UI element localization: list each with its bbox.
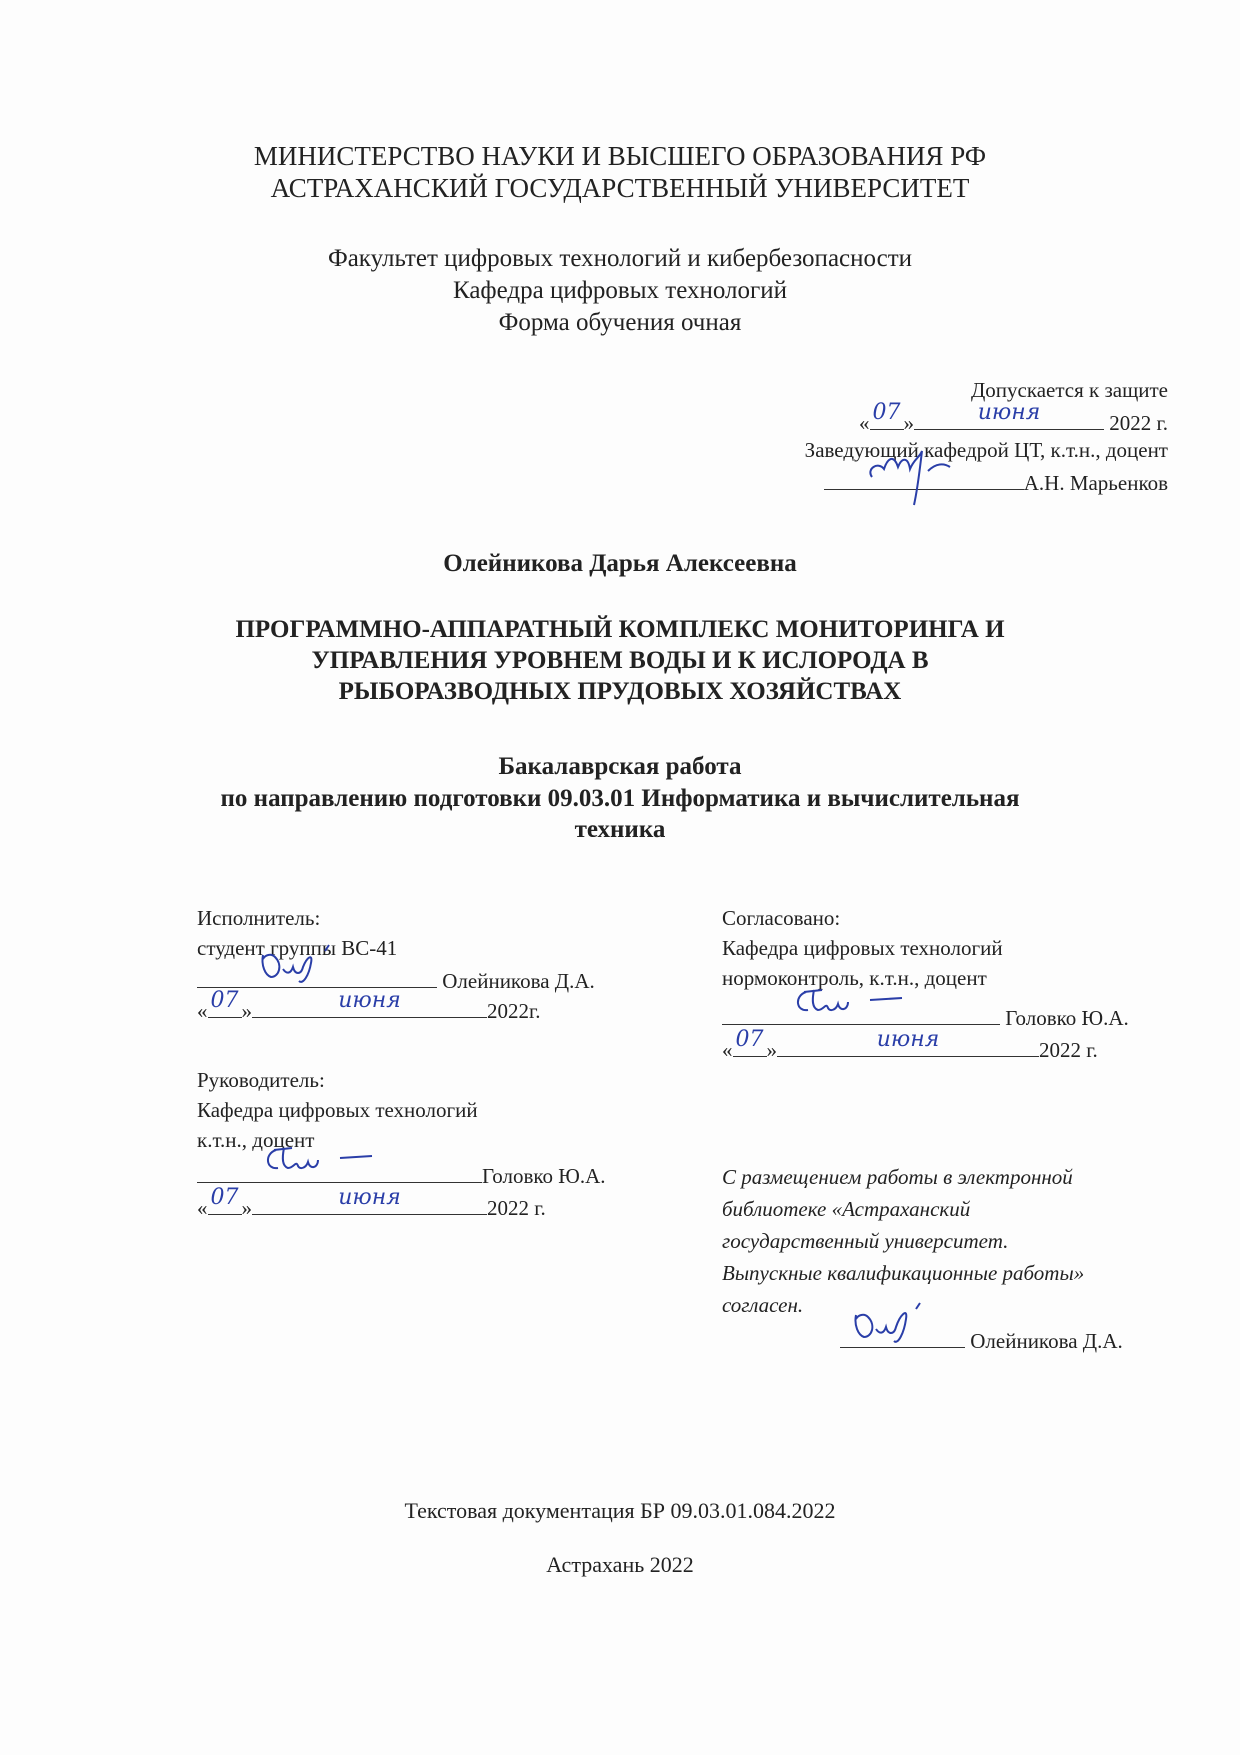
signature-scribble-icon	[864, 447, 1064, 507]
quote-open: «	[722, 1038, 733, 1062]
supervisor-signature	[197, 1158, 482, 1183]
agreed-department: Кафедра цифровых технологий	[722, 936, 1003, 960]
admission-year: 2022 г.	[1109, 411, 1168, 435]
signature-scribble-icon	[850, 1301, 975, 1351]
agreed-heading: Согласовано:	[722, 906, 841, 930]
consent-line-4: Выпускные квалификационные работы»	[722, 1261, 1085, 1285]
department-name: Кафедра цифровых технологий	[452, 277, 787, 304]
author-full-name: Олейникова Дарья Алексеевна	[443, 550, 797, 577]
consent-line-1: С размещением работы в электронной	[722, 1165, 1073, 1189]
thesis-direction-line-1: по направлению подготовки 09.03.01 Информатика и вычислительная	[220, 785, 1020, 812]
head-title: Заведующий кафедрой ЦТ, к.т.н., доцент	[804, 438, 1168, 462]
signature-scribble-icon	[792, 986, 1070, 1026]
quote-close: »	[241, 1196, 252, 1220]
executor-day-handwritten: 07	[210, 988, 239, 1013]
thesis-direction-line-2: техника	[574, 816, 666, 843]
consent-line-3: государственный университет.	[722, 1229, 1009, 1253]
executor-date	[197, 988, 541, 1026]
thesis-title-line-2: УПРАВЛЕНИЯ УРОВНЕМ ВОДЫ И К ИСЛОРОДА В	[311, 647, 929, 674]
consent-line-2: библиотеке «Астраханский	[722, 1197, 971, 1221]
quote-close: »	[766, 1038, 777, 1062]
agreed-year: 2022 г.	[1039, 1038, 1098, 1062]
agreed-date	[722, 1027, 1098, 1065]
admission-date	[859, 400, 1168, 438]
head-signature	[824, 465, 1024, 490]
head-name: А.Н. Марьенков	[1023, 471, 1168, 495]
consent-signature-line	[840, 1323, 1123, 1356]
agreed-day-handwritten: 07	[735, 1027, 764, 1052]
admission-month-handwritten: июня	[977, 400, 1041, 425]
university-name: АСТРАХАНСКИЙ ГОСУДАРСТВЕННЫЙ УНИВЕРСИТЕТ	[270, 173, 970, 203]
faculty-name: Факультет цифровых технологий и кибербезопасности	[327, 245, 913, 272]
thesis-title-line-1: ПРОГРАММНО-АППАРАТНЫЙ КОМПЛЕКС МОНИТОРИНГА И	[235, 616, 1005, 643]
agreed-name: Головко Ю.А.	[1005, 1006, 1129, 1030]
agreed-signature	[722, 1000, 1000, 1025]
thesis-type: Бакалаврская работа	[498, 753, 742, 780]
executor-heading: Исполнитель:	[197, 906, 321, 930]
quote-open: «	[859, 411, 870, 435]
executor-role: студент группы ВС-41	[197, 936, 398, 960]
executor-year: 2022г.	[487, 999, 541, 1023]
document-code: Текстовая документация БР 09.03.01.084.2022	[404, 1498, 836, 1523]
admission-day-handwritten: 07	[872, 400, 901, 425]
supervisor-role: к.т.н., доцент	[197, 1128, 315, 1152]
supervisor-date	[197, 1185, 546, 1223]
supervisor-month-handwritten: июня	[338, 1185, 401, 1210]
study-form: Форма обучения очная	[498, 309, 742, 336]
consent-name: Олейникова Д.А.	[970, 1329, 1123, 1353]
agreed-month-handwritten: июня	[876, 1027, 940, 1052]
quote-close: »	[241, 999, 252, 1023]
admission-label: Допускается к защите	[970, 378, 1168, 402]
quote-open: «	[197, 999, 208, 1023]
signature-scribble-icon	[262, 1144, 547, 1184]
quote-open: «	[197, 1196, 208, 1220]
consent-line-5: согласен.	[722, 1293, 804, 1317]
quote-close: »	[903, 411, 914, 435]
city-year: Астрахань 2022	[546, 1552, 694, 1577]
consent-signature	[840, 1323, 965, 1348]
ministry-name: МИНИСТЕРСТВО НАУКИ И ВЫСШЕГО ОБРАЗОВАНИЯ РФ	[253, 141, 987, 171]
thesis-title-line-3: РЫБОРАЗВОДНЫХ ПРУДОВЫХ ХОЗЯЙСТВАХ	[338, 678, 902, 705]
supervisor-name: Головко Ю.А.	[482, 1164, 606, 1188]
executor-signature	[197, 963, 437, 988]
supervisor-department: Кафедра цифровых технологий	[197, 1098, 478, 1122]
head-signature-line	[824, 465, 1168, 498]
executor-name: Олейникова Д.А.	[442, 969, 595, 993]
supervisor-day-handwritten: 07	[210, 1185, 239, 1210]
agreed-role: нормоконтроль, к.т.н., доцент	[722, 966, 987, 990]
supervisor-year: 2022 г.	[487, 1196, 546, 1220]
executor-month-handwritten: июня	[338, 988, 401, 1013]
supervisor-heading: Руководитель:	[197, 1068, 325, 1092]
